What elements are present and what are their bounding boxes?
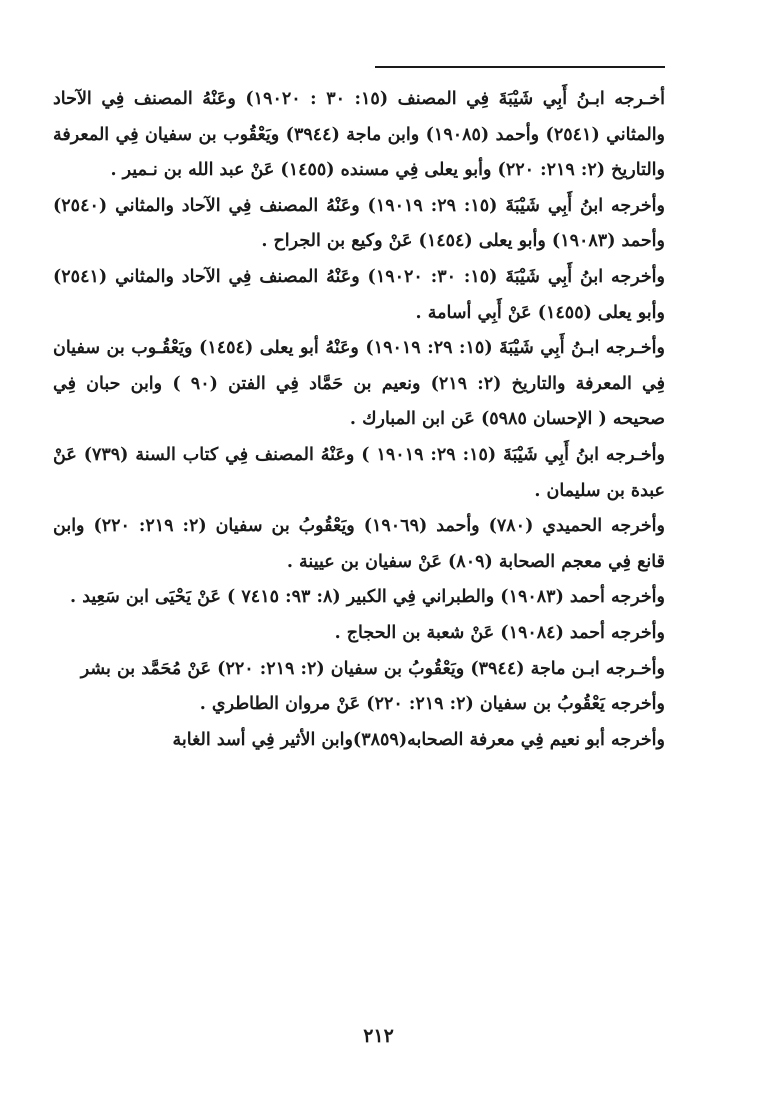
footnote-paragraph: وأخرجه ابنُ أَبِي شَيْبَةَ (١٥: ٣٠: ١٩٠٢٠) وعَنْهُ المصنف فِي الآحاد والمثاني (٢٥٤١) وأبو يعلى (١٤٥٥) عَنْ أَبِي أسامة .: [53, 266, 665, 323]
footnote-paragraph: وأخرجه أحمد (١٩٠٨٤) عَنْ شعبة بن الحجاج .: [334, 622, 665, 643]
page-number: ٢١٢: [363, 1025, 394, 1047]
footnote-paragraph: أخـرجه ابـنُ أَبِي شَيْبَةَ فِي المصنف (١٥: ٣٠ : ١٩٠٢٠) وعَنْهُ المصنف فِي الآحاد والمثاني (٢٥٤١) وأحمد (١٩٠٨٥) وابن ماجة (٣٩٤٤) ويَعْقُوب بن سفيان فِي المعرفة والتاريخ (٢: ٢١٩: ٢٢٠) وأبو يعلى فِي مسنده (١٤٥٥) عَنْ عبد الله بن نـمير .: [53, 89, 666, 181]
footnote-separator-line: [375, 66, 665, 68]
footnote-paragraph: وأخرجه الحميدي (٧٨٠) وأحمد (١٩٠٦٩) ويَعْقُوبُ بن سفيان (٢: ٢١٩: ٢٢٠) وابن قانع فِي معجم الصحابة (٨٠٩) عَنْ سفيان بن عيينة .: [53, 516, 665, 572]
footnote-paragraph: وأخرجه أبو نعيم فِي معرفة الصحابه(٣٨٥٩)وابن الأثير فِي أسد الغابة: [172, 729, 665, 750]
footnote-paragraph: وأخـرجه ابـنُ أَبِي شَيْبَةَ (١٥: ٢٩: ١٩٠١٩) وعَنْهُ أبو يعلى (١٤٥٤) ويَعْقُـوب بن سفيان فِي المعرفة والتاريخ (٢: ٢١٩) ونعيم بن حَمَّاد فِي الفتن (٩٠ ) وابن حبان فِي صحيحه ( الإحسان ٥٩٨٥) عَن ابن المبارك .: [53, 338, 665, 430]
footnote-paragraph: وأخرجه أحمد (١٩٠٨٣) والطبراني فِي الكبير (٨: ٩٣: ٧٤١٥ ) عَنْ يَحْيَى ابن سَعِيد .: [70, 587, 665, 608]
footnote-paragraph: وأخـرجه ابنُ أَبِي شَيْبَةَ (١٥: ٢٩: ١٩٠١٩ ) وعَنْهُ المصنف فِي كتاب السنة (٧٣٩) عَنْ عبدة بن سليمان .: [53, 444, 665, 501]
footnote-paragraph: وأخرجه ابنُ أَبِي شَيْبَةَ (١٥: ٢٩: ١٩٠١٩) وعَنْهُ المصنف فِي الآحاد والمثاني (٢٥٤٠) وأحمد (١٩٠٨٣) وأبو يعلى (١٤٥٤) عَنْ وكيع بن الجراح .: [53, 195, 665, 252]
footnote-paragraph: وأخرجه يَعْقُوبُ بن سفيان (٢: ٢١٩: ٢٢٠) عَنْ مروان الطاطري .: [199, 694, 665, 715]
footnote-text-block: [53, 82, 665, 758]
footnote-paragraph: وأخـرجه ابـن ماجة (٣٩٤٤) ويَعْقُوبُ بن سفيان (٢: ٢١٩: ٢٢٠) عَنْ مُحَمَّد بن بشر: [80, 658, 665, 679]
